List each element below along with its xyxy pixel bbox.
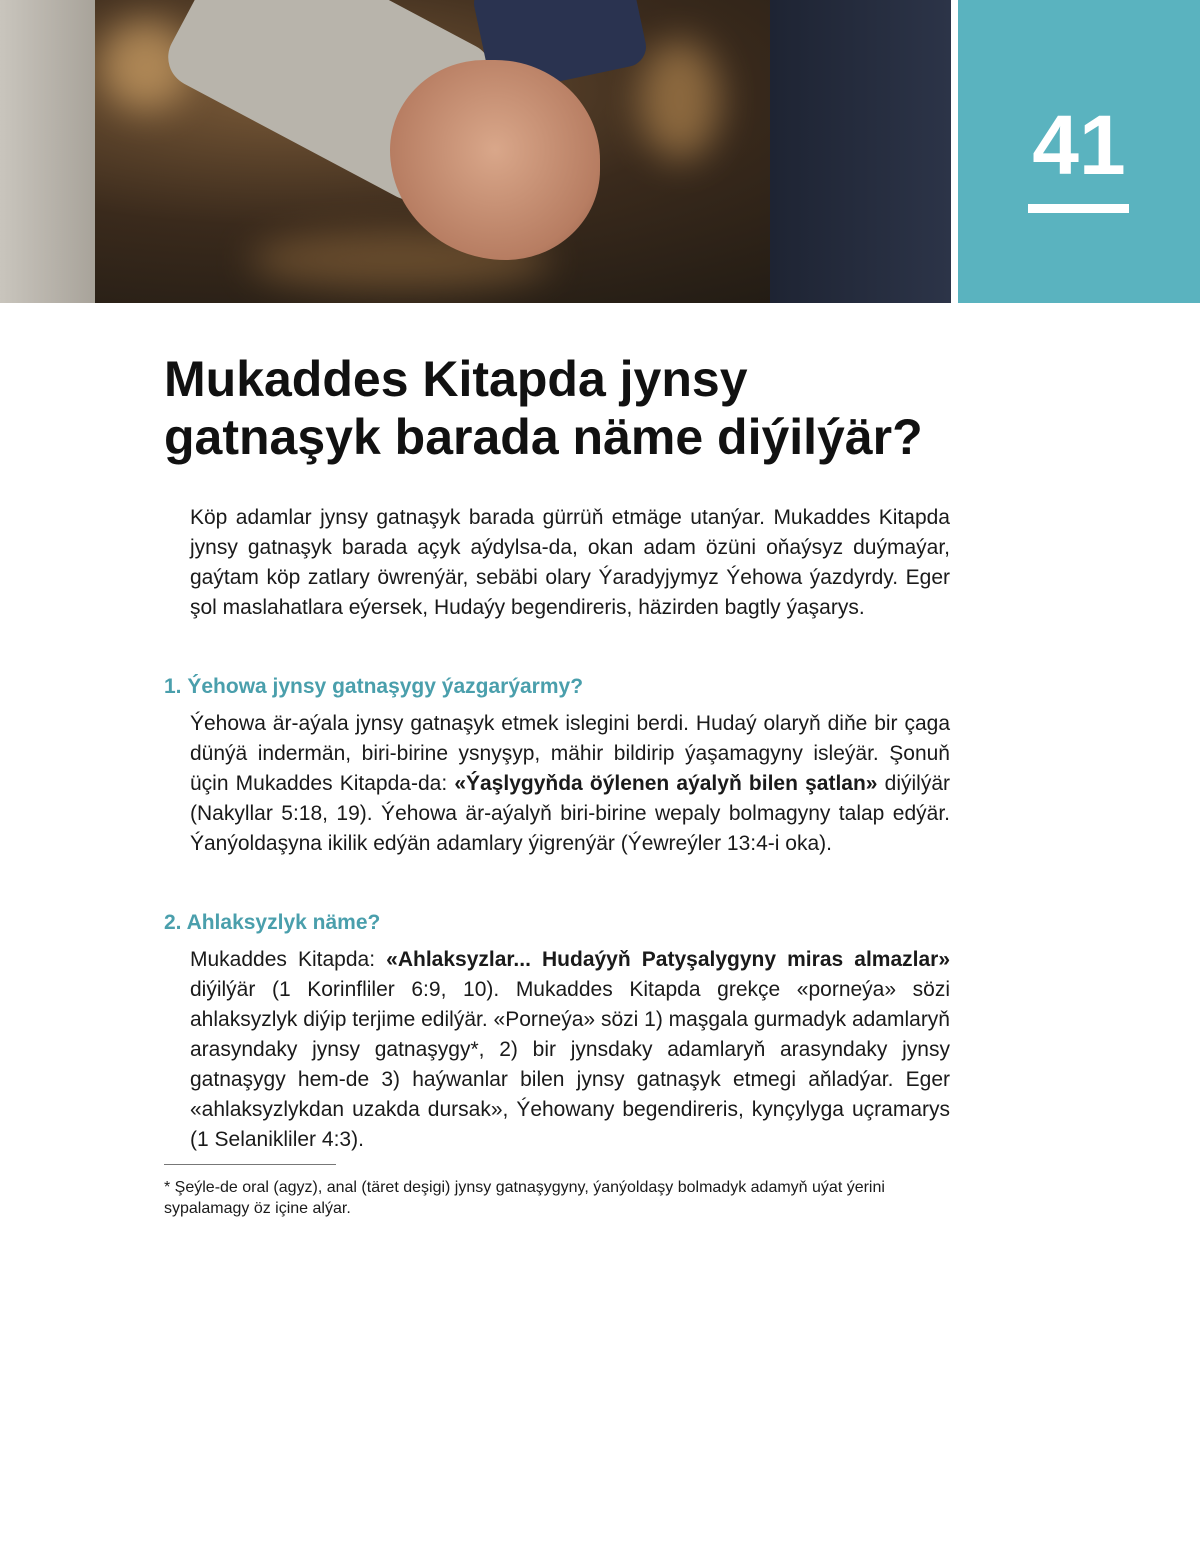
answer-text: Ýehowa är-aýala jynsy gatnaşyk etmek islegini berdi. Hudaý olaryň diňe bir çaga dünýä indermän, biri-birine ysnyşyp, mähir bildirip ýaşamagyny isleýär. Şonuň üçin Mukaddes Kitapda-da:: [190, 712, 950, 795]
page-title: [164, 350, 964, 466]
footnote-divider: [164, 1164, 336, 1165]
question-2-heading: 2. Ahlaksyzlyk näme?: [164, 911, 381, 934]
title-line-2: gatnaşyk barada näme diýilýär?: [164, 409, 923, 465]
answer-text: Mukaddes Kitapda:: [190, 948, 387, 971]
answer-2-paragraph: [190, 945, 950, 1155]
chapter-badge: [958, 0, 1200, 303]
chapter-number: 41: [1032, 98, 1126, 192]
scripture-quote: «Ahlaksyzlar... Hudaýyň Patyşalygyny miras almazlar»: [386, 948, 950, 971]
intro-paragraph: Köp adamlar jynsy gatnaşyk barada gürrüň etmäge utanýar. Mukaddes Kitapda jynsy gatnaşyk barada açyk aýdylsa-da, okan adam özüni oňaýsyz duýmaýar, gaýtam köp zatlary öwrenýär, sebäbi olary Ýaradyjymyz Ýehowa ýazdyrdy. Eger şol maslahatlara eýersek, Hudaýy begendireris, häzirden bagtly ýaşarys.: [190, 506, 950, 619]
header-photo-holding-hands: [0, 0, 951, 303]
answer-1-paragraph: [190, 709, 950, 859]
title-line-1: Mukaddes Kitapda jynsy: [164, 351, 748, 407]
answer-text: diýilýär (1 Korinfliler 6:9, 10). Mukaddes Kitapda grekçe «porneýa» sözi ahlaksyzlyk diýip terjime edilýär. «Porneýa» sözi 1) maşgala gurmadyk adamlaryň arasyndaky jynsy gatnaşygy*, 2) bir jynsdaky adamlaryň arasyndaky jynsy gatnaşygy hem-de 3) haýwanlar bilen jynsy gatnaşyk etmegi aňladýar. Eger «ahlaksyzlykdan uzakda dursak», Ýehowany begendireris, kynçylyga uçramarys (1 Selanikliler 4:3).: [190, 978, 950, 1151]
question-1-heading: 1. Ýehowa jynsy gatnaşygy ýazgarýarmy?: [164, 675, 584, 698]
footnote: * Şeýle-de oral (agyz), anal (täret deşigi) jynsy gatnaşygyny, ýanýoldaşy bolmadyk adamyň uýat ýerini sypalamagy öz içine alýar.: [164, 1179, 885, 1217]
scripture-quote: «Ýaşlygyňda öýlenen aýalyň bilen şatlan»: [454, 772, 878, 795]
answer-text: diýilýär (Nakyllar 5:18, 19). Ýehowa är-aýalyň biri-birine wepaly bolmagyny talap edýär. Ýanýoldaşyna ikilik edýän adamlary ýigrenýär (Ýewreýler 13:4-i oka).: [190, 772, 950, 855]
chapter-underline: [1028, 204, 1129, 213]
